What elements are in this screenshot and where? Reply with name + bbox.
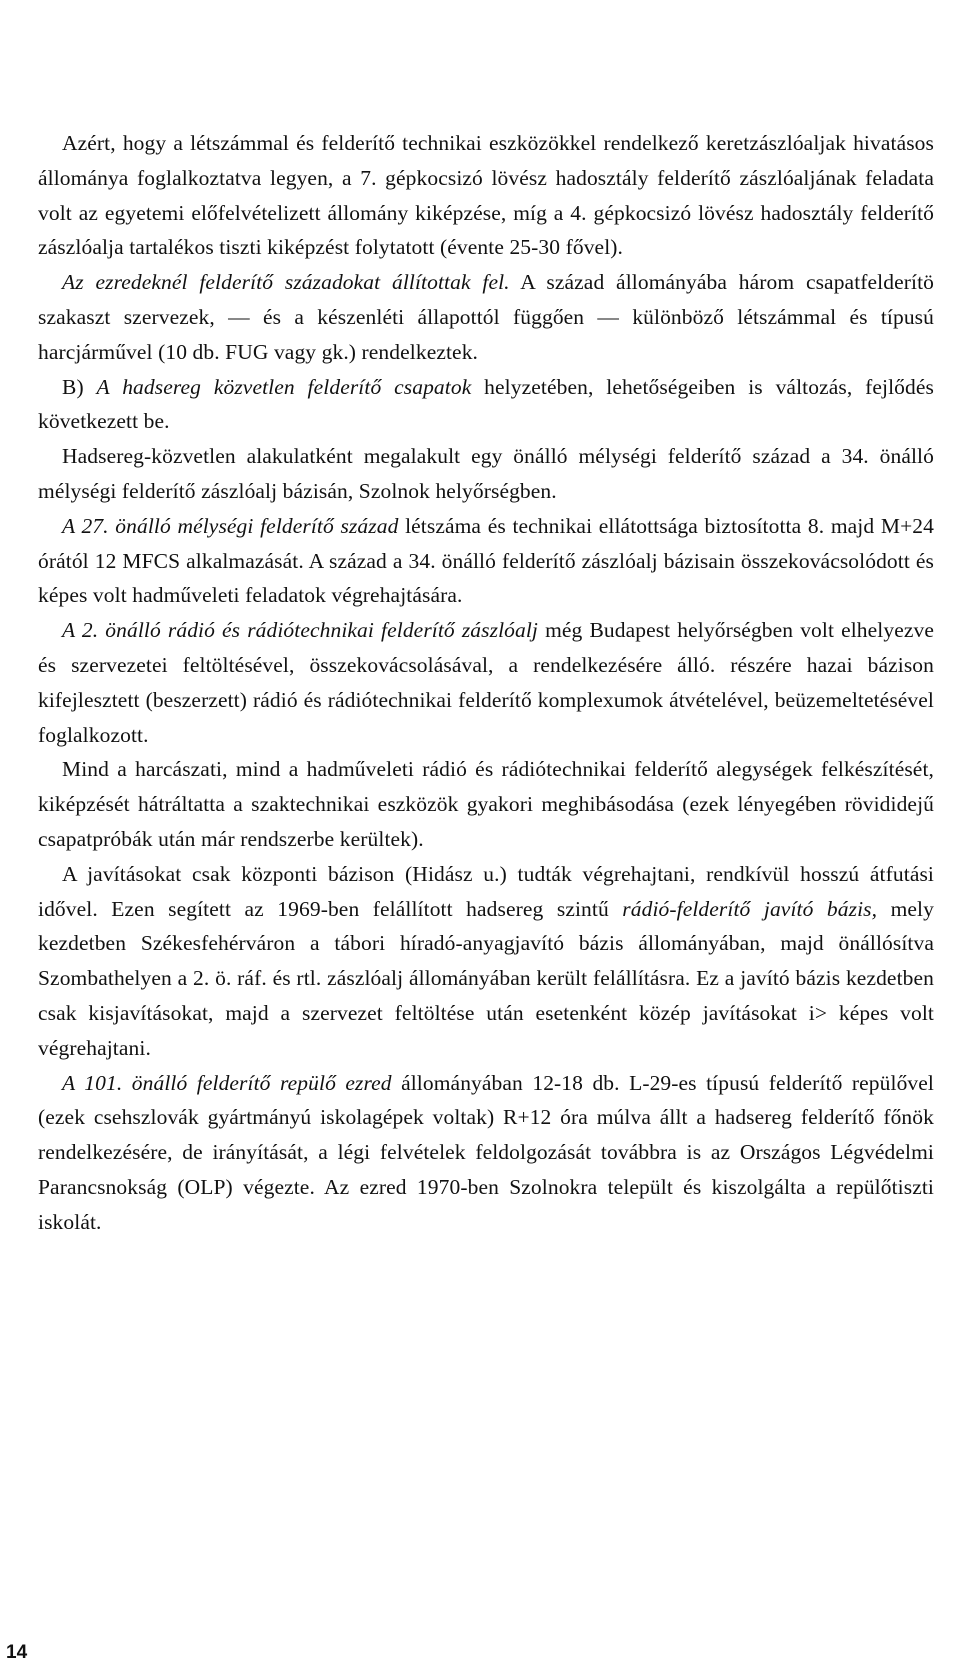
paragraph-1 [38, 126, 934, 265]
paragraph-8-emphasis: rádió-felderítő javító bázis, [622, 896, 878, 921]
paragraph-2-text: A század állományába három csapatfelderítö szakaszt szervezek, — és a készenléti állapottól függően — különböző létszámmal és típusú harcjárművel (10 db. FUG vagy gk.) rendelkeztek. [38, 270, 934, 364]
paragraph-3-label: B) [62, 374, 97, 399]
paragraph-6 [38, 613, 934, 752]
paragraph-8-text-start: A javításokat csak központi bázison (Hidász u.) tudták végrehajtani, rendkívül hosszú átfutási idővel. Ezen segített az 1969-ben felállított hadsereg szintű [38, 861, 934, 921]
paragraph-3-emphasis: A hadsereg közvetlen felderítő csapatok [96, 374, 472, 399]
paragraph-3-text: helyzetében, lehetőségeiben is változás, fejlődés következett be. [38, 374, 934, 434]
page-number: 14 [6, 1642, 28, 1663]
paragraph-5-emphasis: A 27. önálló mélységi felderítő század [62, 513, 399, 538]
paragraph-7 [38, 752, 934, 856]
paragraph-5 [38, 509, 934, 613]
paragraph-6-emphasis: A 2. önálló rádió és rádiótechnikai felderítő zászlóalj [62, 618, 539, 643]
paragraph-8 [38, 857, 934, 1066]
paragraph-2 [38, 265, 934, 369]
paragraph-5-text: létszáma és technikai ellátottsága biztosította 8. majd M+24 órától 12 MFCS alkalmazását. A század a 34. önálló felderítő zászlóalj bázisain összekovácsolódott és képes volt hadműveleti feladatok végrehajtására. [38, 513, 934, 608]
paragraph-2-emphasis: Az ezredeknél felderítő századokat állítottak fel. [62, 270, 510, 295]
paragraph-9-emphasis: A 101. önálló felderítő repülő ezred [62, 1070, 392, 1095]
paragraph-3 [38, 370, 934, 440]
paragraph-4 [38, 439, 934, 509]
paragraph-8-text-end: mely kezdetben Székesfehérváron a tábori híradó-anyagjavító bázis állományában, majd önállósítva Szombathelyen a 2. ö. ráf. és rtl. zászlóalj állományában került felállításra. Ez a javító bázis kezdetben csak kisjavításokat, majd a szervezet feltöltése után esetenként közép javításokat i> képes volt végrehajtani. [38, 896, 934, 1060]
paragraph-7-text: Mind a harcászati, mind a hadműveleti rádió és rádiótechnikai felderítő alegységek felkészítését, kiképzését hátráltatta a szaktechnikai eszközök gyakori meghibásodása (ezek lényegében rövididejű csapatpróbák után már rendszerbe kerültek). [38, 757, 934, 851]
paragraph-1-text: Azért, hogy a létszámmal és felderítő technikai eszközökkel rendelkező keretzászlóaljak hivatásos állománya foglalkoztatva legyen, a 7. gépkocsizó lövész hadosztály felderítő zászlóaljának feladata volt az egyetemi előfelvételizett állomány kiképzése, míg a 4. gépkocsizó lövész hadosztály felderítő zászlóalja tartalékos tiszti kiképzést folytatott (évente 25-30 fővel). [38, 131, 934, 260]
paragraph-4-text: Hadsereg-közvetlen alakulatként megalakult egy önálló mélységi felderítő század a 34. önálló mélységi felderítő zászlóalj bázisán, Szolnok helyőrségben. [38, 444, 934, 503]
paragraph-9 [38, 1066, 934, 1240]
paragraph-9-text: állományában 12-18 db. L-29-es típusú felderítő repülővel (ezek csehszlovák gyártmányú iskolagépek voltak) R+12 óra múlva állt a hadsereg felderítő főnök rendelkezésére, de irányítását, a légi felvételek feldolgozását továbbra is az Országos Légvédelmi Parancsnokság (OLP) végezte. Az ezred 1970-ben Szolnokra települt és kiszolgálta a repülőtiszti iskolát. [38, 1070, 934, 1234]
paragraph-6-text: még Budapest helyőrségben volt elhelyezve és szervezetei feltöltésével, összekovácsolásával, a rendelkezésére álló. részére hazai bázison kifejlesztett (beszerzett) rádió és rádiótechnikai felderítő komplexumok átvételével, beüzemeltetésével foglalkozott. [38, 618, 935, 747]
body-text [38, 126, 934, 1240]
